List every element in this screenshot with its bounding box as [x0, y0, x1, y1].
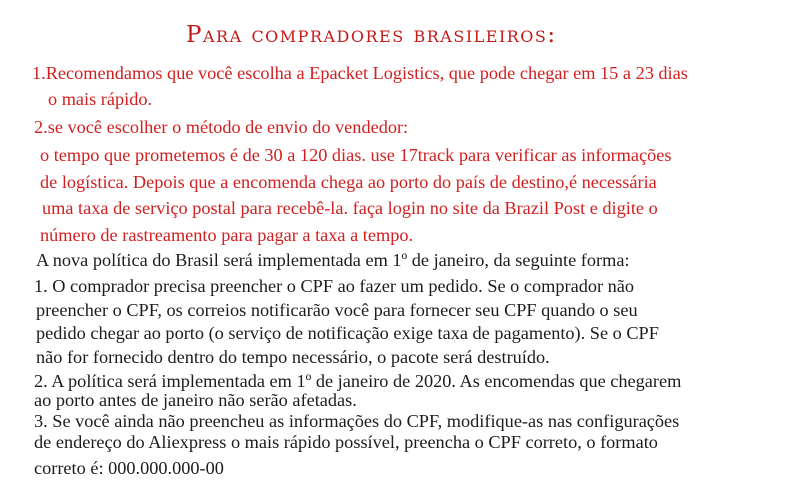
page-title: Para compradores brasileiros:	[186, 22, 557, 48]
red-line-2: o mais rápido.	[48, 89, 153, 109]
policy-line-3: pedido chegar ao porto (o serviço de notificação exige taxa de pagamento). Se o CPF	[36, 323, 659, 343]
red-line-4: o tempo que prometemos é de 30 a 120 dias. use 17track para verificar as informações	[40, 145, 672, 165]
policy-line-5: 2. A política será implementada em 1º de janeiro de 2020. As encomendas que chegarem	[34, 371, 682, 391]
policy-line-2: preencher o CPF, os correios notificarão você para fornecer seu CPF quando o seu	[36, 300, 638, 320]
red-line-1: 1.Recomendamos que você escolha a Epacket Logistics, que pode chegar em 15 a 23 dias	[32, 63, 688, 83]
policy-line-9: correto é: 000.000.000-00	[34, 458, 224, 478]
red-line-5: de logística. Depois que a encomenda chega ao porto do país de destino,é necessária	[40, 172, 657, 192]
policy-line-4: não for fornecido dentro do tempo necessário, o pacote será destruído.	[36, 347, 550, 367]
red-line-7: número de rastreamento para pagar a taxa a tempo.	[40, 225, 414, 245]
policy-line-8: de endereço do Aliexpress o mais rápido possível, preencha o CPF correto, o formato	[34, 432, 658, 452]
red-line-6: uma taxa de serviço postal para recebê-la. faça login no site da Brazil Post e digite o	[42, 198, 658, 218]
policy-line-7: 3. Se você ainda não preencheu as informações do CPF, modifique-as nas configurações	[34, 411, 680, 431]
red-line-3: 2.se você escolher o método de envio do vendedor:	[34, 117, 409, 137]
policy-line-6: ao porto antes de janeiro não serão afetadas.	[34, 390, 357, 410]
policy-intro: A nova política do Brasil será implementada em 1º de janeiro, da seguinte forma:	[36, 250, 630, 270]
policy-line-1: 1. O comprador precisa preencher o CPF ao fazer um pedido. Se o comprador não	[34, 276, 635, 296]
